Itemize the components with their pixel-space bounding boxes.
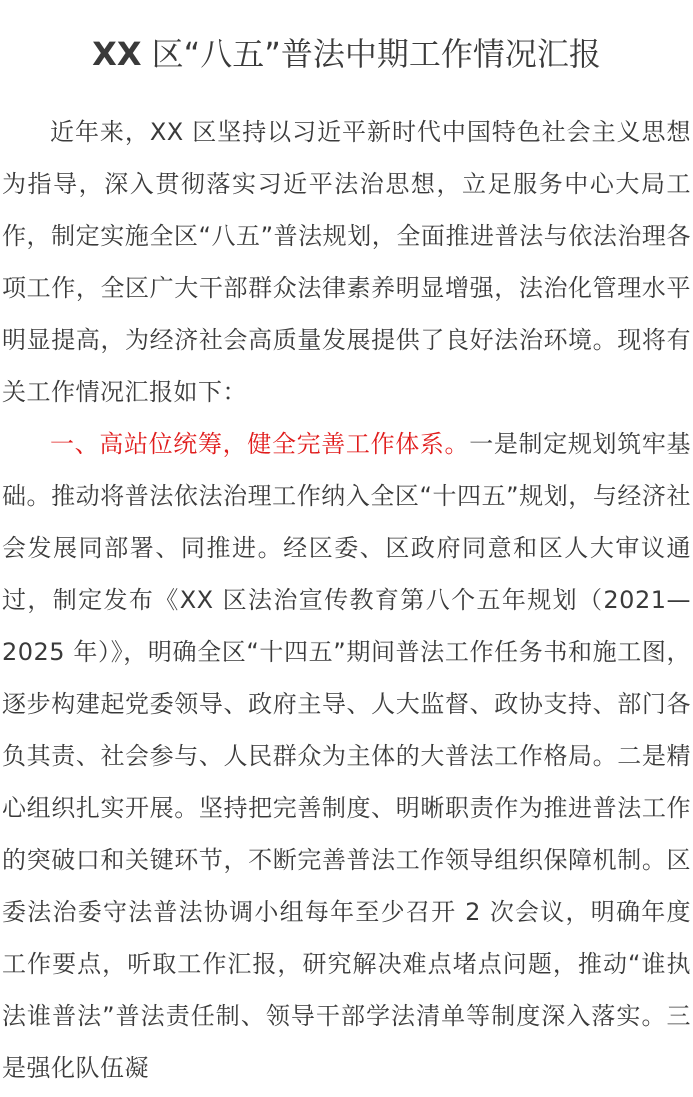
intro-paragraph-text: 近年来，XX 区坚持以习近平新时代中国特色社会主义思想为指导，深入贯彻落实习近平法治思想，立足服务中心大局工作，制定实施全区“八五”普法规划，全面推进普法与依法治理各项工作，全区广大干部群众法律素养明显增强，法治化管理水平明显提高，为经济社会高质量发展提供了良好法治环境。现将有关工作情况汇报如下：	[2, 118, 691, 406]
title-prefix: XX	[92, 35, 142, 73]
document-body	[0, 106, 693, 1094]
section-one-paragraph	[2, 418, 691, 1094]
section-one-text: 一是制定规划筑牢基础。推动将普法依法治理工作纳入全区“十四五”规划，与经济社会发展同部署、同推进。经区委、区政府同意和区人大审议通过，制定发布《XX 区法治宣传教育第八个五年规划（2021—2025 年）》，明确全区“十四五”期间普法工作任务书和施工图，逐步构建起党委领导、政府主导、人大监督、政协支持、部门各负其责、社会参与、人民群众为主体的大普法工作格局。二是精心组织扎实开展。坚持把完善制度、明晰职责作为推进普法工作的突破口和关键环节，不断完善普法工作领导组织保障机制。区委法治委守法普法协调小组每年至少召开 2 次会议，明确年度工作要点，听取工作汇报，研究解决难点堵点问题，推动“谁执法谁普法”普法责任制、领导干部学法清单等制度深入落实。三是强化队伍凝	[2, 430, 691, 1082]
intro-paragraph	[2, 106, 691, 418]
title-text: 区“八五”普法中期工作情况汇报	[141, 35, 601, 73]
document-title	[0, 0, 693, 78]
section-one-heading: 一、高站位统筹，健全完善工作体系。	[50, 430, 470, 458]
